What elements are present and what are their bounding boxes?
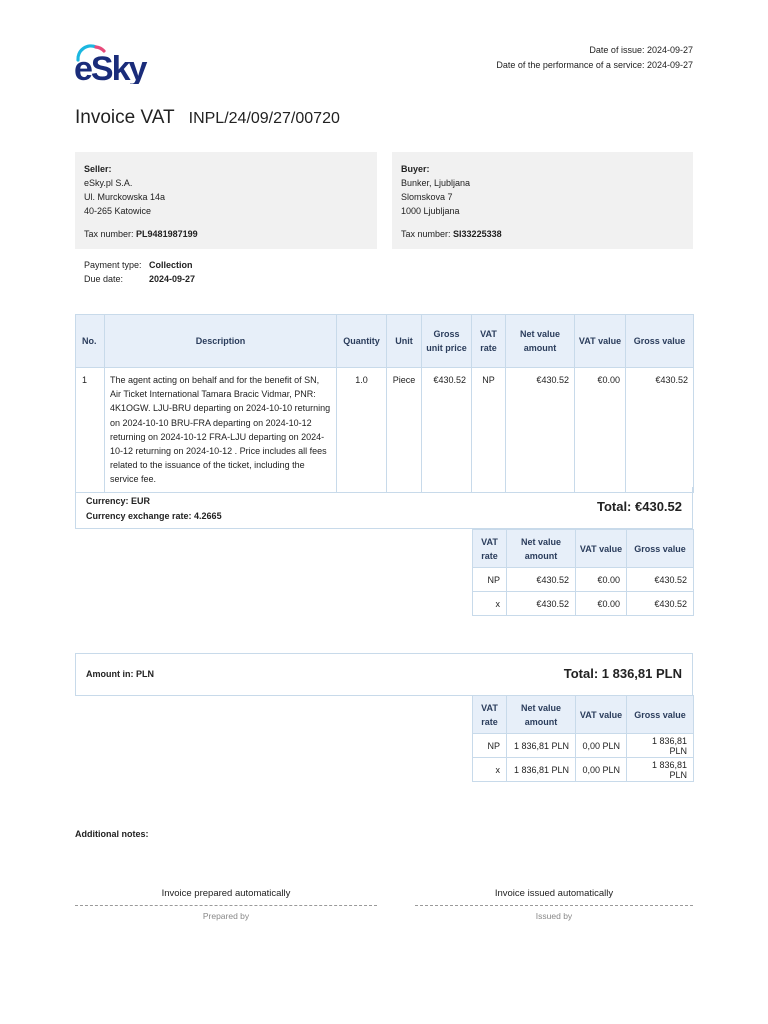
prepared-label: Prepared by: [202, 911, 250, 921]
table-row: [473, 592, 694, 616]
vat-eur-gross: €430.52: [627, 568, 694, 592]
vat-eur-vat: €0.00: [576, 592, 627, 616]
date-of-issue: Date of issue: 2024-09-27: [589, 45, 693, 55]
items-header-row: [76, 315, 694, 368]
vat-eur-col-rate: VAT rate: [473, 530, 507, 568]
vat-pln-gross: 1 836,81 PLN: [627, 758, 694, 782]
issued-text: Invoice issued automatically: [415, 888, 693, 906]
seller-city: 40-265 Katowice: [84, 206, 152, 216]
col-unit: Unit: [387, 315, 422, 368]
vat-pln-rate: x: [473, 758, 507, 782]
additional-notes-label: Additional notes:: [75, 829, 149, 839]
col-vat-value: VAT value: [575, 315, 626, 368]
buyer-city: 1000 Ljubljana: [401, 206, 460, 216]
table-row: [473, 758, 694, 782]
invoice-number: INPL/24/09/27/00720: [188, 110, 340, 127]
invoice-title: [75, 107, 340, 129]
table-row: [473, 568, 694, 592]
table-row: [76, 368, 694, 493]
total-eur: Total: €430.52: [596, 499, 682, 514]
issued-by-signature: [415, 888, 693, 921]
currency-label: Currency: EUR: [86, 496, 151, 506]
exchange-rate: Currency exchange rate: 4.2665: [86, 511, 222, 521]
seller-name: eSky.pl S.A.: [84, 178, 133, 188]
due-date-value: 2024-09-27: [149, 274, 196, 284]
buyer-tax: [401, 227, 684, 241]
vat-eur-col-net: Net value amount: [507, 530, 576, 568]
buyer-tax-value: SI33225338: [453, 229, 502, 239]
vat-pln-gross: 1 836,81 PLN: [627, 734, 694, 758]
vat-eur-rate: NP: [473, 568, 507, 592]
col-quantity: Quantity: [337, 315, 387, 368]
vat-pln-header-row: [473, 696, 694, 734]
vat-pln-col-rate: VAT rate: [473, 696, 507, 734]
esky-logo: [74, 42, 174, 84]
col-gross-value: Gross value: [626, 315, 694, 368]
currency-info: [86, 494, 222, 524]
due-date-label: Due date:: [84, 274, 124, 284]
col-net-value: Net value amount: [506, 315, 575, 368]
invoice-dates: [496, 43, 693, 73]
esky-logo-graphic: [74, 42, 174, 84]
pln-summary: [75, 653, 693, 696]
seller-tax-label: Tax number:: [84, 229, 134, 239]
item-no: 1: [76, 368, 105, 493]
item-net-value: €430.52: [506, 368, 575, 493]
logo-wordmark: eSky: [74, 50, 146, 84]
invoice-title-text: Invoice VAT: [75, 107, 175, 128]
buyer-name: Bunker, Ljubljana: [401, 178, 471, 188]
date-of-service: Date of the performance of a service: 2024-09-27: [496, 60, 693, 70]
vat-eur-header-row: [473, 530, 694, 568]
seller-tax-value: PL9481987199: [136, 229, 198, 239]
vat-pln-vat: 0,00 PLN: [576, 758, 627, 782]
vat-eur-col-vat: VAT value: [576, 530, 627, 568]
item-vat-value: €0.00: [575, 368, 626, 493]
payment-info: [84, 258, 195, 286]
vat-pln-rate: NP: [473, 734, 507, 758]
issued-label: Issued by: [535, 911, 573, 921]
prepared-by-signature: [75, 888, 377, 921]
buyer-street: Slomskova 7: [401, 192, 453, 202]
item-gross-unit-price: €430.52: [422, 368, 472, 493]
vat-eur-col-gross: Gross value: [627, 530, 694, 568]
col-no: No.: [76, 315, 105, 368]
vat-eur-gross: €430.52: [627, 592, 694, 616]
vat-pln-col-net: Net value amount: [507, 696, 576, 734]
vat-pln-net: 1 836,81 PLN: [507, 734, 576, 758]
vat-summary-eur-table: [472, 529, 694, 616]
buyer-tax-label: Tax number:: [401, 229, 451, 239]
col-vat-rate: VAT rate: [472, 315, 506, 368]
vat-eur-net: €430.52: [507, 592, 576, 616]
currency-summary: [75, 487, 693, 529]
vat-pln-col-vat: VAT value: [576, 696, 627, 734]
buyer-label: Buyer:: [401, 164, 430, 174]
prepared-text: Invoice prepared automatically: [75, 888, 377, 906]
item-unit: Piece: [387, 368, 422, 493]
payment-type-label: Payment type:: [84, 260, 142, 270]
seller-box: [75, 152, 377, 249]
vat-summary-pln-table: [472, 695, 694, 782]
buyer-box: [392, 152, 693, 249]
items-table: [75, 314, 694, 493]
item-vat-rate: NP: [472, 368, 506, 493]
payment-type-row: [84, 258, 195, 272]
table-row: [473, 734, 694, 758]
due-date-row: [84, 272, 195, 286]
item-gross-value: €430.52: [626, 368, 694, 493]
payment-type-value: Collection: [149, 260, 193, 270]
item-quantity: 1.0: [337, 368, 387, 493]
vat-eur-vat: €0.00: [576, 568, 627, 592]
vat-pln-net: 1 836,81 PLN: [507, 758, 576, 782]
seller-street: Ul. Murckowska 14a: [84, 192, 166, 202]
vat-pln-col-gross: Gross value: [627, 696, 694, 734]
seller-tax: [84, 227, 368, 241]
total-pln: Total: 1 836,81 PLN: [563, 666, 682, 681]
vat-eur-net: €430.52: [507, 568, 576, 592]
col-gross-unit-price: Gross unit price: [422, 315, 472, 368]
vat-eur-rate: x: [473, 592, 507, 616]
amount-in-label: Amount in: PLN: [86, 669, 154, 679]
item-description: The agent acting on behalf and for the benefit of SN, Air Ticket International Tamara Bracic Vidmar, PNR: 4K1OGW. LJU-BRU departing on 2024-10-10 returning on 2024-10-10 BRU-FRA departing on 2024-10-12 returning on 2024-10-12 FRA-LJU departing on 2024-10-12 returning on 2024-10-12 . Price includes all fees related to the issuance of the ticket, including the service fee.: [105, 368, 337, 493]
col-description: Description: [105, 315, 337, 368]
seller-label: Seller:: [84, 164, 112, 174]
vat-pln-vat: 0,00 PLN: [576, 734, 627, 758]
